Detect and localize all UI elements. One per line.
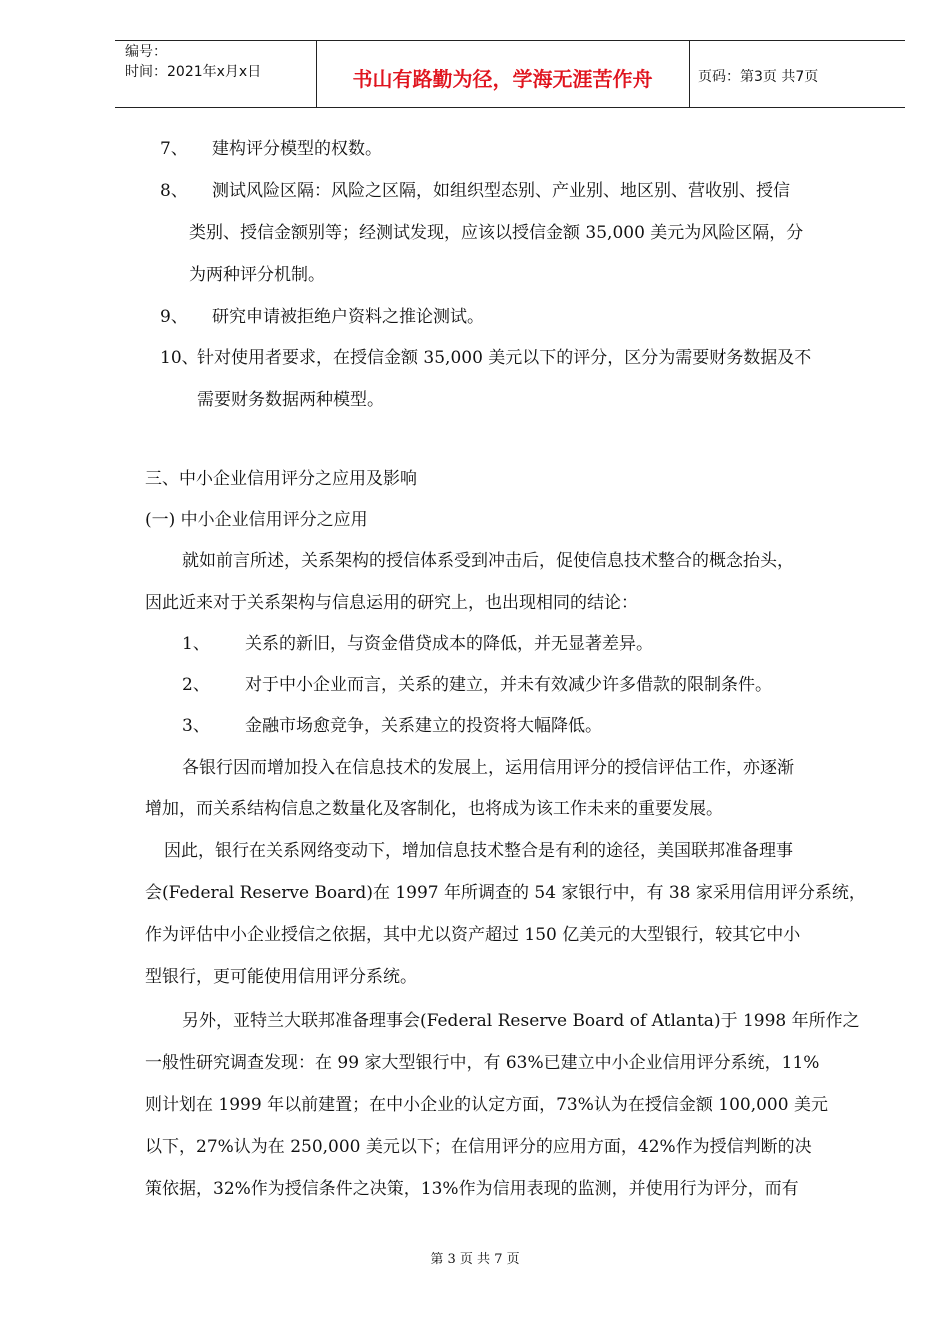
list-number: 3、 (182, 716, 210, 736)
list-item-text: 为两种评分机制。 (189, 265, 325, 285)
list-number: 9、 (160, 307, 188, 327)
subsection-title: (一) 中小企业信用评分之应用 (145, 510, 368, 530)
list-item-text: 关系的新旧，与资金借贷成本的降低，并无显著差异。 (245, 634, 653, 654)
list-item-text: 对于中小企业而言，关系的建立，并未有效减少许多借款的限制条件。 (245, 675, 772, 695)
paragraph-line: 策依据，32%作为授信条件之决策，13%作为信用表现的监测，并使用行为评分，而有 (145, 1179, 799, 1199)
time-label: 时间：2021年x月x日 (125, 64, 262, 80)
page-header (115, 40, 905, 108)
paragraph-line: 各银行因而增加投入在信息技术的发展上，运用信用评分的授信评估工作，亦逐渐 (182, 758, 794, 778)
paragraph-line: 因此近来对于关系架构与信息运用的研究上，也出现相同的结论： (145, 593, 638, 613)
paragraph-line: 以下，27%认为在 250,000 美元以下；在信用评分的应用方面，42%作为授信判断的决 (145, 1137, 812, 1157)
list-number: 10、 (160, 348, 199, 368)
paragraph-line: 另外，亚特兰大联邦准备理事会(Federal Reserve Board of Atlanta)于 1998 年所作之 (182, 1011, 860, 1031)
list-number: 1、 (182, 634, 210, 654)
paragraph-line: 作为评估中小企业授信之依据，其中尤以资产超过 150 亿美元的大型银行，较其它中小 (145, 925, 801, 945)
list-item-text: 类别、授信金额别等；经测试发现，应该以授信金额 35,000 美元为风险区隔，分 (189, 223, 804, 243)
list-item-text: 测试风险区隔：风险之区隔，如组织型态别、产业别、地区别、营收别、授信 (212, 181, 790, 201)
list-item-text: 金融市场愈竞争，关系建立的投资将大幅降低。 (245, 716, 602, 736)
paragraph-line: 型银行，更可能使用信用评分系统。 (145, 967, 417, 987)
paragraph-line: 一般性研究调查发现：在 99 家大型银行中，有 63%已建立中小企业信用评分系统，11% (145, 1053, 820, 1073)
list-number: 7、 (160, 139, 188, 159)
paragraph-line: 因此，银行在关系网络变动下，增加信息技术整合是有利的途径，美国联邦准备理事 (164, 841, 793, 861)
paragraph-line: 就如前言所述，关系架构的授信体系受到冲击后，促使信息技术整合的概念抬头， (182, 551, 794, 571)
paragraph-line: 增加，而关系结构信息之数量化及客制化，也将成为该工作未来的重要发展。 (145, 799, 723, 819)
list-item-text: 需要财务数据两种模型。 (197, 390, 384, 410)
list-item-text: 针对使用者要求，在授信金额 35,000 美元以下的评分，区分为需要财务数据及不 (197, 348, 812, 368)
serial-label: 编号： (125, 44, 167, 60)
page-number-label: 页码：第3页 共7页 (698, 69, 819, 85)
paragraph-line: 则计划在 1999 年以前建置；在中小企业的认定方面，73%认为在授信金额 100,000 美元 (145, 1095, 828, 1115)
header-meta-cell (115, 41, 317, 107)
header-motto-cell (316, 41, 690, 107)
list-number: 2、 (182, 675, 210, 695)
page-footer: 第 3 页 共 7 页 (430, 1252, 520, 1267)
section-title: 三、中小企业信用评分之应用及影响 (145, 469, 417, 489)
motto-text: 书山有路勤为径，学海无涯苦作舟 (352, 67, 653, 91)
list-number: 8、 (160, 181, 188, 201)
paragraph-line: 会(Federal Reserve Board)在 1997 年所调查的 54 家银行中，有 38 家采用信用评分系统， (145, 883, 866, 903)
list-item-text: 研究申请被拒绝户资料之推论测试。 (212, 307, 484, 327)
header-page-cell (690, 41, 905, 107)
list-item-text: 建构评分模型的权数。 (212, 139, 382, 159)
